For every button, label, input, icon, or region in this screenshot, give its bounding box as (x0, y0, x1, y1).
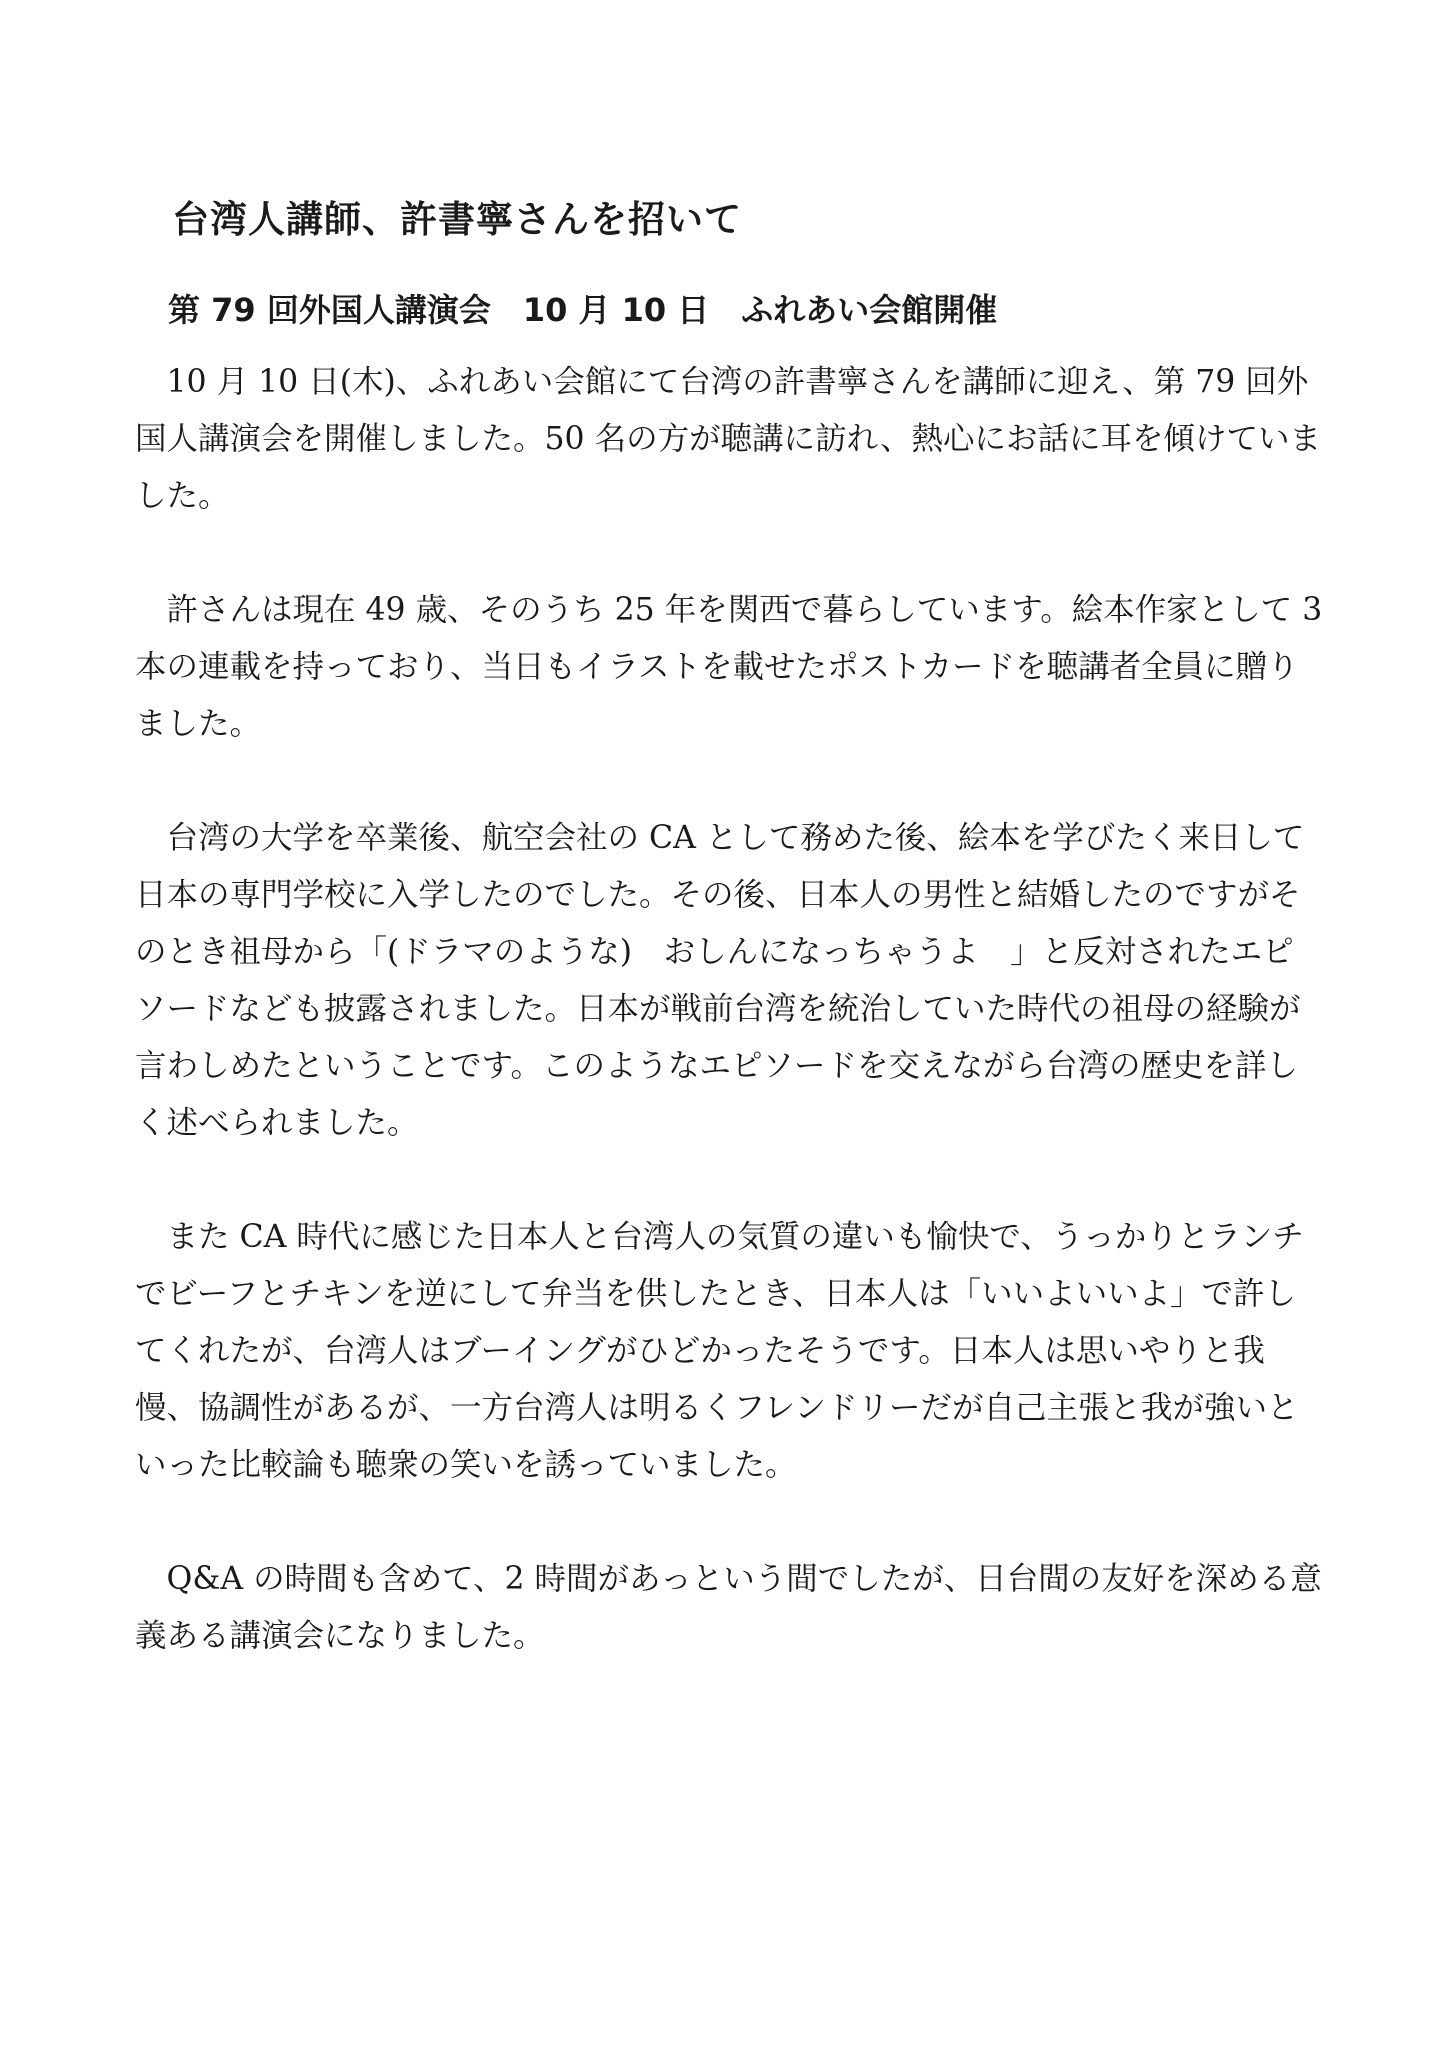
paragraph-4: また CA 時代に感じた日本人と台湾人の気質の違いも愉快で、うっかりとランチでビーフとチキンを逆にして弁当を供したとき、日本人は「いいよいいよ」で許してくれたが、台湾人はブーイングがひどかったそうです。日本人は思いやりと我慢、協調性があるが、一方台湾人は明るくフレンドリーだが自己主張と我が強いといった比較論も聴衆の笑いを誘っていました。 (135, 1219, 1304, 1483)
article-title: 台湾人講師、許書寧さんを招いて (172, 198, 742, 241)
paragraph-2: 許さんは現在 49 歳、そのうち 25 年を関西で暮らしています。絵本作家として 3 本の連載を持っており、当日もイラストを載せたポストカードを聴講者全員に贈りました。 (135, 592, 1323, 742)
paragraph-5: Q&A の時間も含めて、2 時間があっという間でしたが、日台間の友好を深める意義ある講演会になりました。 (135, 1561, 1322, 1654)
paragraph-1: 10 月 10 日(木)、ふれあい会館にて台湾の許書寧さんを講師に迎え、第 79 回外国人講演会を開催しました。50 名の方が聴講に訪れ、熱心にお話に耳を傾けていました。 (135, 364, 1321, 514)
paragraph-3: 台湾の大学を卒業後、航空会社の CA として務めた後、絵本を学びたく来日して日本の専門学校に入学したのでした。その後、日本人の男性と結婚したのですがそのとき祖母から「(ドラマのような) おしんになっちゃうよ 」と反対されたエピソードなども披露されました。日本が戦前台湾を統治していた時代の祖母の経験が言わしめたということです。このようなエピソードを交えながら台湾の歴史を詳しく述べられました。 (135, 820, 1305, 1141)
article-subtitle: 第 79 回外国人講演会 10 月 10 日 ふれあい会館開催 (168, 291, 998, 329)
article-body (135, 354, 1325, 1665)
